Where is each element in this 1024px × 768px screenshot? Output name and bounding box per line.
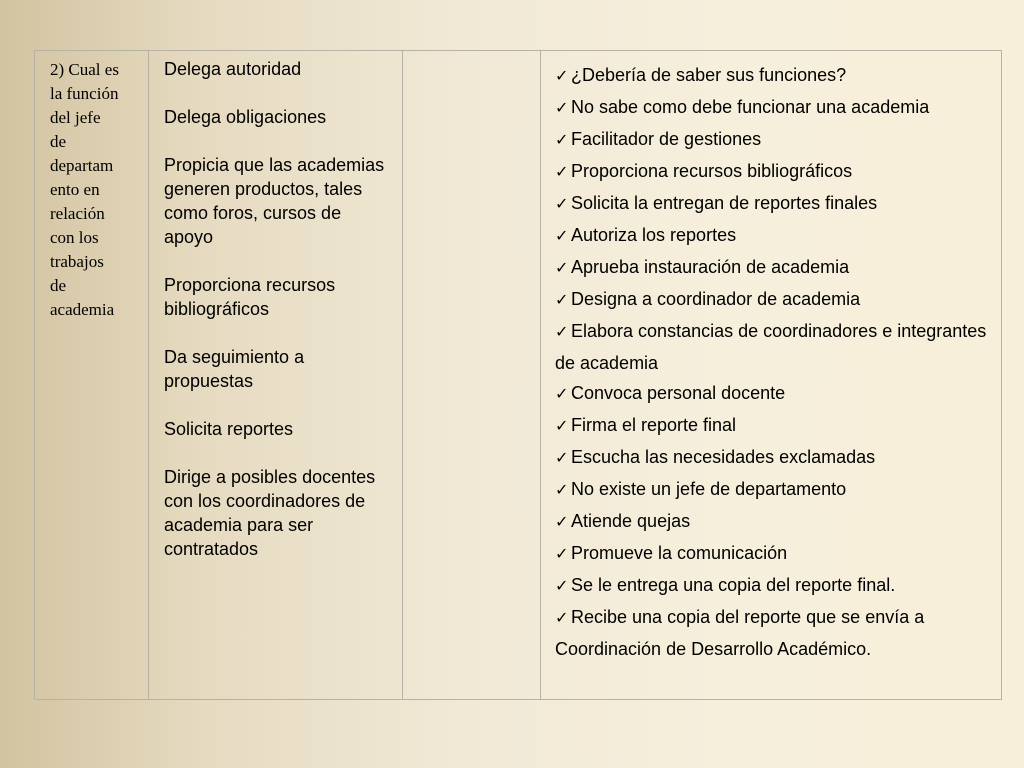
checklist-item (555, 252, 987, 284)
table-row (35, 51, 1002, 700)
checklist-item-text: Firma el reporte final (571, 415, 737, 435)
checklist-cell (541, 51, 1002, 700)
question-text: 2) Cual es la función del jefe de departam ento en relación con los trabajos de academia (50, 60, 119, 319)
checklist-item-text: Facilitador de gestiones (571, 129, 762, 149)
check-icon: ✓ (555, 418, 569, 435)
check-icon: ✓ (555, 164, 569, 181)
checklist-item (555, 410, 987, 442)
checklist-item-text: Proporciona recursos bibliográficos (571, 161, 853, 181)
function-item: Delega obligaciones (164, 107, 327, 127)
checklist-item-text: Aprueba instauración de academia (571, 257, 850, 277)
checklist-item (555, 188, 987, 220)
function-item: Propicia que las academias generen productos, tales como foros, cursos de apoyo (164, 155, 385, 247)
checklist (541, 51, 1001, 664)
checklist-item-text: Promueve la comunicación (571, 543, 788, 563)
checklist-item-text: No existe un jefe de departamento (571, 479, 847, 499)
checklist-item-text: Convoca personal docente (571, 383, 786, 403)
checklist-item (555, 602, 987, 664)
checklist-item (555, 284, 987, 316)
checklist-item (555, 220, 987, 252)
functions-list (149, 51, 402, 561)
checklist-item (555, 538, 987, 570)
checklist-item-text: Designa a coordinador de academia (571, 289, 861, 309)
check-icon: ✓ (555, 450, 569, 467)
check-icon: ✓ (555, 132, 569, 149)
checklist-item-text: Autoriza los reportes (571, 225, 737, 245)
check-icon: ✓ (555, 260, 569, 277)
check-icon: ✓ (555, 196, 569, 213)
check-icon: ✓ (555, 324, 569, 341)
checklist-item (555, 60, 987, 92)
function-item: Proporciona recursos bibliográficos (164, 275, 336, 319)
functions-cell (149, 51, 403, 700)
check-icon: ✓ (555, 610, 569, 627)
checklist-item (555, 92, 987, 124)
function-item: Da seguimiento a propuestas (164, 347, 305, 391)
functions-table (34, 50, 1002, 700)
check-icon: ✓ (555, 546, 569, 563)
question-cell (35, 51, 149, 700)
checklist-item-text: Solicita la entregan de reportes finales (571, 193, 878, 213)
checklist-item (555, 442, 987, 474)
checklist-item (555, 474, 987, 506)
checklist-item-text: Se le entrega una copia del reporte final. (571, 575, 896, 595)
check-icon: ✓ (555, 292, 569, 309)
check-icon: ✓ (555, 514, 569, 531)
function-item: Dirige a posibles docentes con los coordinadores de academia para ser contratados (164, 467, 376, 559)
checklist-item-text: Atiende quejas (571, 511, 691, 531)
check-icon: ✓ (555, 228, 569, 245)
checklist-item-text: Recibe una copia del reporte que se envía a Coordinación de Desarrollo Académico. (555, 607, 925, 659)
checklist-item (555, 506, 987, 538)
checklist-item-text: No sabe como debe funcionar una academia (571, 97, 930, 117)
checklist-item-text: Elabora constancias de coordinadores e integrantes de academia (555, 321, 987, 373)
checklist-item (555, 156, 987, 188)
check-icon: ✓ (555, 68, 569, 85)
checklist-item-text: ¿Debería de saber sus funciones? (571, 65, 847, 85)
check-icon: ✓ (555, 578, 569, 595)
function-item: Solicita reportes (164, 419, 294, 439)
check-icon: ✓ (555, 482, 569, 499)
checklist-item (555, 570, 987, 602)
checklist-item-text: Escucha las necesidades exclamadas (571, 447, 876, 467)
checklist-item (555, 316, 987, 378)
empty-cell (403, 51, 541, 700)
check-icon: ✓ (555, 386, 569, 403)
checklist-item (555, 378, 987, 410)
function-item: Delega autoridad (164, 59, 302, 79)
check-icon: ✓ (555, 100, 569, 117)
checklist-item (555, 124, 987, 156)
